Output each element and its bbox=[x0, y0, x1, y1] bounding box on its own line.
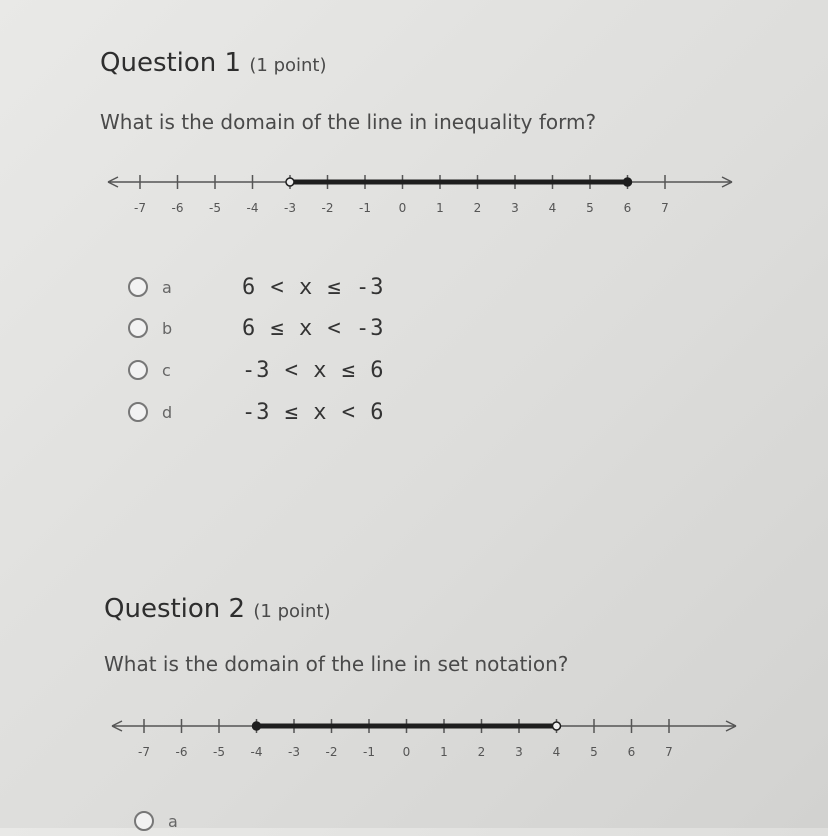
radio-a[interactable] bbox=[128, 277, 148, 297]
question-1-heading bbox=[100, 48, 327, 78]
tick-label: 7 bbox=[665, 745, 673, 759]
tick-label: 3 bbox=[511, 201, 519, 215]
tick-label: 5 bbox=[590, 745, 598, 759]
question-1-prompt: What is the domain of the line in inequality form? bbox=[100, 110, 597, 134]
tick-label: -6 bbox=[171, 201, 184, 215]
tick-label: -7 bbox=[138, 745, 150, 759]
q1-option-a[interactable] bbox=[128, 272, 384, 302]
option-letter: b bbox=[162, 318, 173, 338]
tick-label: 4 bbox=[552, 745, 561, 759]
closed-endpoint bbox=[253, 722, 261, 730]
tick-label: 7 bbox=[661, 201, 669, 215]
tick-label: -4 bbox=[250, 745, 263, 759]
tick-label: -2 bbox=[321, 201, 334, 215]
option-letter: a bbox=[168, 811, 178, 831]
tick-label: 2 bbox=[473, 201, 482, 215]
open-endpoint bbox=[553, 722, 561, 730]
option-letter: d bbox=[162, 402, 173, 422]
tick-label: -1 bbox=[359, 201, 371, 215]
question-2-number-line bbox=[104, 714, 744, 774]
tick-label: 5 bbox=[586, 201, 594, 215]
option-letter: c bbox=[162, 360, 171, 380]
tick-label: 3 bbox=[515, 745, 523, 759]
open-endpoint bbox=[286, 178, 294, 186]
q1-option-c[interactable] bbox=[128, 355, 384, 385]
tick-label: 6 bbox=[623, 201, 632, 215]
question-1-number-line bbox=[100, 170, 740, 230]
question-2-heading bbox=[104, 594, 331, 624]
q1-option-d[interactable] bbox=[128, 397, 384, 427]
tick-label: -7 bbox=[134, 201, 146, 215]
tick-label: -3 bbox=[284, 201, 296, 215]
question-2-title: Question 2 bbox=[104, 594, 246, 624]
q2-option-a[interactable] bbox=[134, 806, 248, 836]
tick-label: 0 bbox=[402, 745, 411, 759]
radio-a[interactable] bbox=[134, 811, 154, 831]
tick-label: -5 bbox=[209, 201, 221, 215]
tick-label: -1 bbox=[363, 745, 375, 759]
radio-c[interactable] bbox=[128, 360, 148, 380]
number-line-graphic-2 bbox=[104, 714, 744, 774]
tick-label: 4 bbox=[548, 201, 557, 215]
tick-label: -6 bbox=[175, 745, 188, 759]
tick-label: -3 bbox=[288, 745, 300, 759]
radio-b[interactable] bbox=[128, 318, 148, 338]
option-text: 6 ≤ x < -3 bbox=[242, 315, 385, 341]
option-text: 6 < x ≤ -3 bbox=[242, 274, 385, 300]
option-letter: a bbox=[162, 277, 172, 297]
tick-label: 0 bbox=[398, 201, 407, 215]
option-text: -3 ≤ x < 6 bbox=[242, 399, 385, 425]
tick-label: -5 bbox=[213, 745, 225, 759]
question-1-title: Question 1 bbox=[100, 48, 242, 78]
tick-label: 1 bbox=[436, 201, 444, 215]
radio-d[interactable] bbox=[128, 402, 148, 422]
tick-label: -2 bbox=[325, 745, 338, 759]
tick-label: 6 bbox=[627, 745, 636, 759]
number-line-graphic-1 bbox=[100, 170, 740, 230]
tick-label: -4 bbox=[246, 201, 259, 215]
tick-label: 1 bbox=[440, 745, 448, 759]
question-2-prompt: What is the domain of the line in set notation? bbox=[104, 652, 569, 676]
question-2-points: (1 point) bbox=[253, 601, 331, 622]
tick-label: 2 bbox=[477, 745, 486, 759]
option-text: -3 < x ≤ 6 bbox=[242, 357, 385, 383]
q1-option-b[interactable] bbox=[128, 313, 384, 343]
closed-endpoint bbox=[624, 178, 632, 186]
question-1-points: (1 point) bbox=[249, 55, 327, 76]
